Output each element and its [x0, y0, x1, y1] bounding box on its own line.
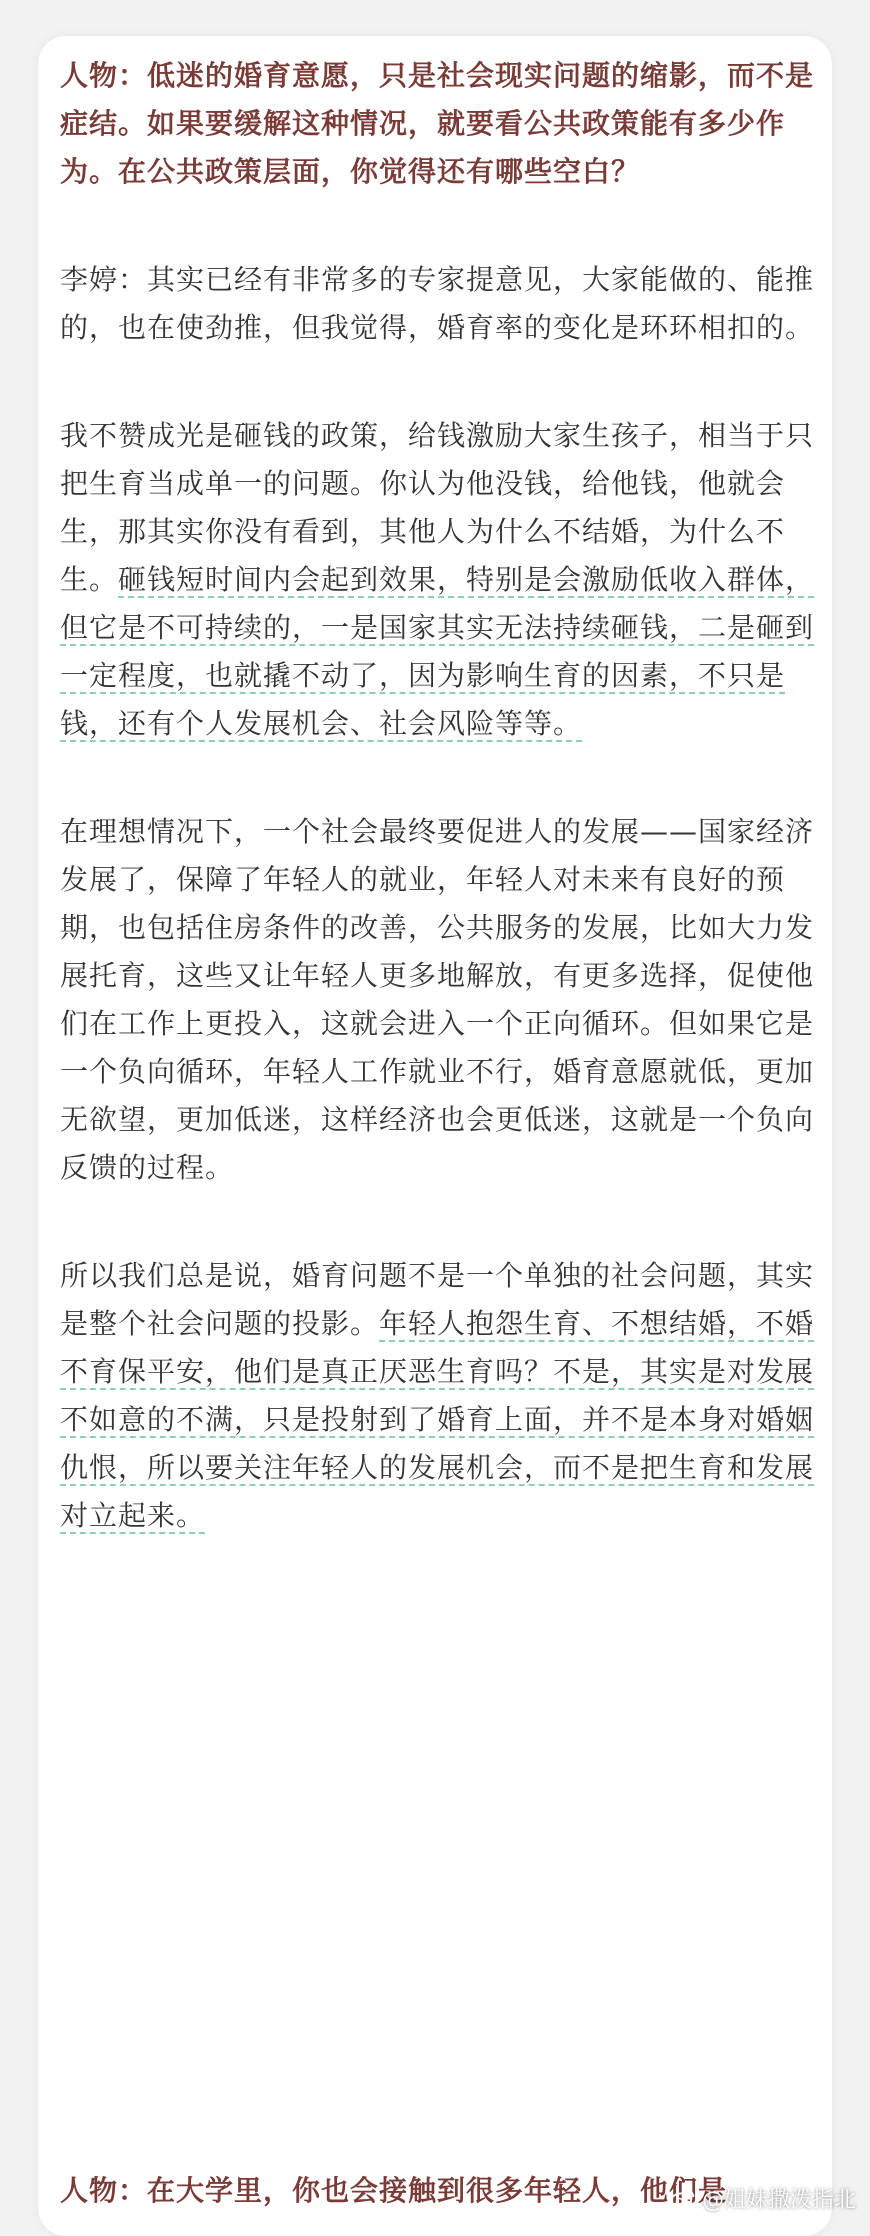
highlighted-text: 年轻人抱怨生育、不想结婚，不婚不育保平安，他们是真正厌恶生育吗？不是，其实是对发展不如意的不满，只是投射到了婚育上面，并不是本身对婚姻仇恨，所以要关注年轻人的发展机会，而不是把生育和发展对立起来。 [60, 1307, 815, 1532]
weibo-icon [670, 2188, 696, 2210]
interview-question: 人物：低迷的婚育意愿，只是社会现实问题的缩影，而不是症结。如果要缓解这种情况，就要看公共政策能有多少作为。在公共政策层面，你觉得还有哪些空白？ [60, 59, 815, 188]
watermark-text: @姐妹撒泼指北 [701, 2188, 856, 2213]
article-content [60, 52, 820, 1600]
highlighted-text: 砸钱短时间内会起到效果，特别是会激励低收入群体，但它是不可持续的，一是国家其实无法持续砸钱，二是砸到一定程度，也就撬不动了，因为影响生育的因素，不只是钱，还有个人发展机会、社会风险等等。 [60, 563, 815, 740]
watermark [670, 2183, 856, 2214]
answer-paragraph-money-policy [60, 412, 820, 748]
paragraph-text: 我不赞成光是砸钱的政策，给钱激励大家生孩子，相当于只把生育当成单一的问题。你认为他没钱，给他钱，他就会生，那其实你没有看到，其他人为什么不结婚，为什么不生。 [60, 419, 815, 596]
article-card [38, 36, 832, 2236]
paragraph-text: 所以我们总是说，婚育问题不是一个单独的社会问题，其实是整个社会问题的投影。 [60, 1259, 815, 1340]
interview-answer-intro: 李婷：其实已经有非常多的专家提意见，大家能做的、能推的，也在使劲推，但我觉得，婚育率的变化是环环相扣的。 [60, 263, 815, 344]
answer-paragraph-ideal-cycle: 在理想情况下，一个社会最终要促进人的发展——国家经济发展了，保障了年轻人的就业，年轻人对未来有良好的预期，也包括住房条件的改善，公共服务的发展，比如大力发展托育，这些又让年轻人更多地解放，有更多选择，促使他们在工作上更投入，这就会进入一个正向循环。但如果它是一个负向循环，年轻人工作就业不行，婚育意愿就低，更加无欲望，更加低迷，这样经济也会更低迷，这就是一个负向反馈的过程。 [60, 815, 815, 1184]
answer-paragraph-projection [60, 1252, 820, 1540]
next-question-cutoff: 人物：在大学里，你也会接触到很多年轻人，他们是 [60, 2174, 728, 2207]
